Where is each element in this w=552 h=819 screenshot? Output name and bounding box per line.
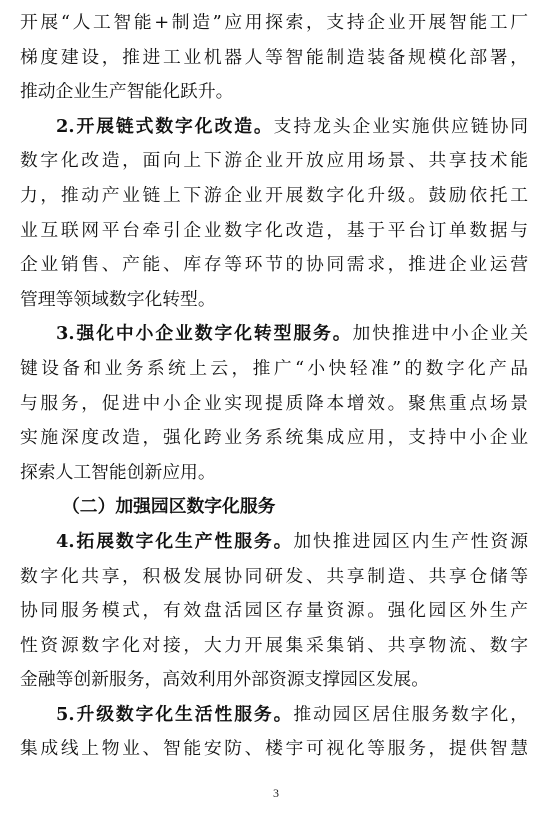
text-line: 企业销售、产能、库存等环节的协同需求，推进企业运营	[20, 254, 528, 276]
paragraph-title: 3.强化中小企业数字化转型服务。	[56, 323, 353, 345]
text-run: 加快推进中小企业关	[352, 323, 528, 345]
text-run: 支持龙头企业实施供应链协同	[273, 115, 528, 137]
text-line: 推动企业生产智能化跃升。	[20, 81, 234, 103]
text-line: 管理等领域数字化转型。	[20, 288, 216, 310]
page-number: 3	[273, 786, 279, 800]
paragraph-first-line	[20, 110, 528, 145]
paragraph-title: 2.开展链式数字化改造。	[56, 115, 274, 137]
text-line: 数字化改造，面向上下游企业开放应用场景、共享技术能	[20, 150, 528, 172]
text-line: 实施深度改造，强化跨业务系统集成应用，支持中小企业	[20, 427, 528, 449]
paragraph-first-line	[20, 698, 528, 733]
paragraph-title: 4.拓展数字化生产性服务。	[56, 530, 294, 552]
text-run: 推动园区居住服务数字化，	[293, 703, 528, 725]
text-line: 性资源数字化对接，大力开展集采集销、共享物流、数字	[20, 634, 528, 656]
text-line: 力，推动产业链上下游企业开展数字化升级。鼓励依托工	[20, 184, 528, 206]
text-line: 探索人工智能创新应用。	[20, 461, 216, 483]
text-line: 开展“人工智能+制造”应用探索，支持企业开展智能工厂	[20, 12, 528, 33]
body-text	[20, 6, 528, 767]
text-line: 协同服务模式，有效盘活园区存量资源。强化园区外生产	[20, 600, 528, 622]
text-line: 与服务，促进中小企业实现提质降本增效。聚焦重点场景	[20, 392, 528, 414]
paragraph-first-line	[20, 317, 528, 352]
text-line: 金融等创新服务，高效利用外部资源支撑园区发展。	[20, 669, 429, 691]
text-line: 业互联网平台牵引企业数字化改造，基于平台订单数据与	[20, 219, 528, 241]
text-line: 数字化共享，积极发展协同研发、共享制造、共享仓储等	[20, 565, 528, 587]
text-run: 加快推进园区内生产性资源	[293, 530, 528, 552]
paragraph-title: 5.升级数字化生活性服务。	[56, 703, 294, 725]
text-line: 梯度建设，推进工业机器人等智能制造装备规模化部署，	[20, 46, 528, 68]
text-line: 集成线上物业、智能安防、楼宇可视化等服务，提供智慧	[20, 738, 528, 760]
text-line: 键设备和业务系统上云，推广“小快轻准”的数字化产品	[20, 357, 528, 379]
section-heading: （二）加强园区数字化服务	[62, 496, 276, 518]
paragraph-first-line	[20, 525, 528, 560]
